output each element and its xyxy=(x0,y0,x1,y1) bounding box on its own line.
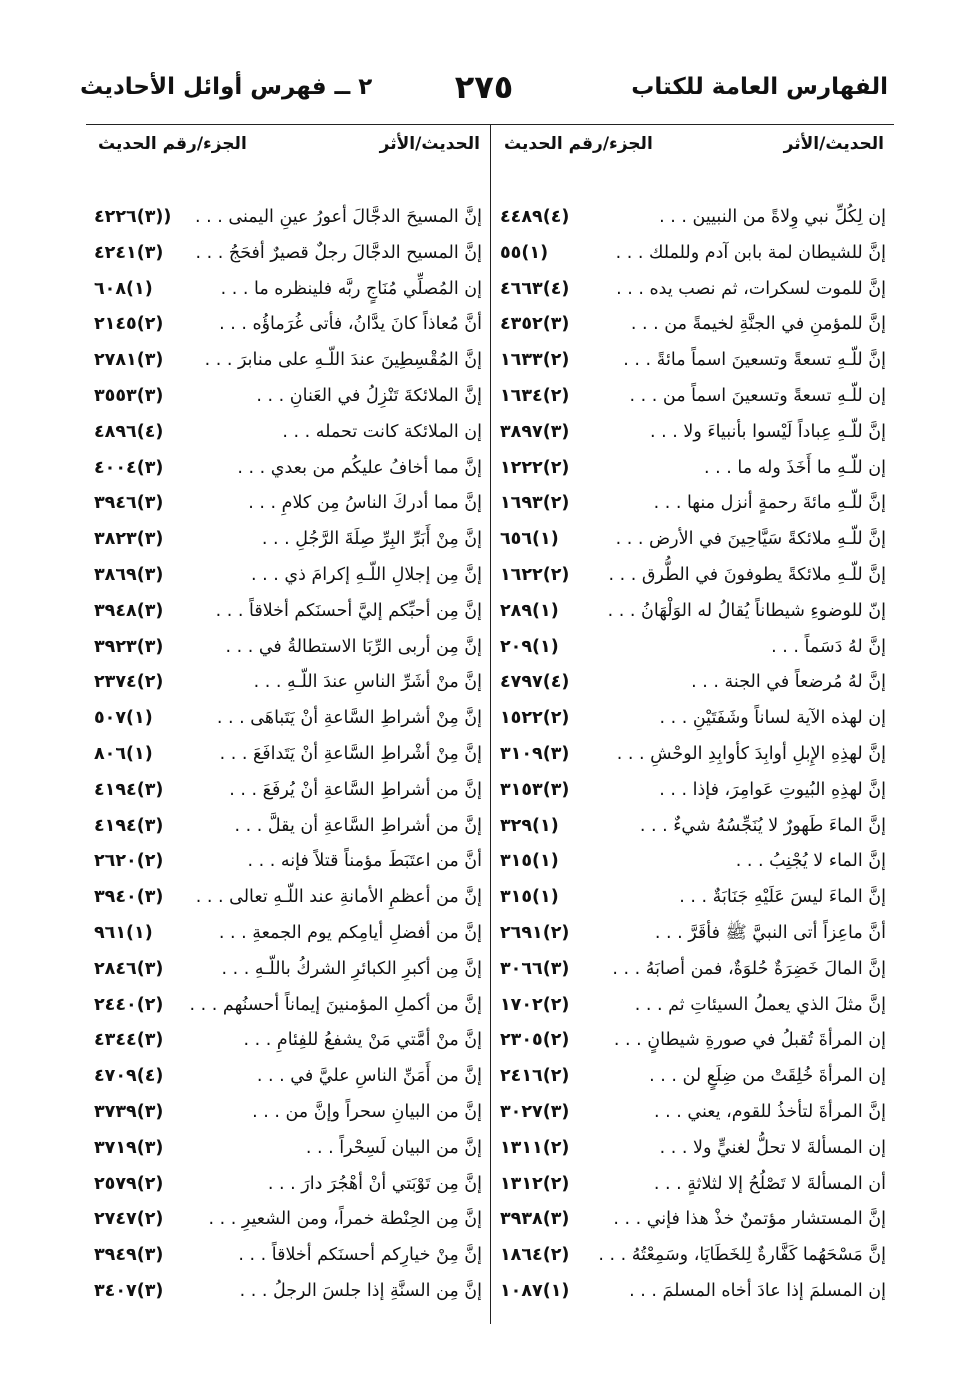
volume-hadith-reference: (٣)٤١٩٤ xyxy=(94,815,164,836)
volume-hadith-reference: ((٣)٤٢٢٦ xyxy=(94,207,172,227)
volume-hadith-reference: (٢)١٢٢٢ xyxy=(500,457,570,478)
volume-hadith-reference: (٢)١٦٢٢ xyxy=(500,564,570,585)
index-entry xyxy=(88,632,486,668)
volume-hadith-reference: (٣)٣٩٤٨ xyxy=(94,600,164,621)
hadith-opening-text: إنَّ لهذِهِ البُيوتِ عَوامِرَ، فإذا . . . xyxy=(659,779,886,800)
volume-hadith-reference: (٢)١٣١٢ xyxy=(500,1173,570,1194)
index-entry xyxy=(494,309,890,345)
hadith-opening-text: إنَّ من أشراطِ السَّاعةِ أن يقلَّ . . . xyxy=(234,815,482,836)
volume-hadith-reference: (٢)٢٧٤٧ xyxy=(94,1209,164,1230)
volume-hadith-reference: (٣)٤١٩٤ xyxy=(94,779,164,800)
volume-hadith-reference: (٣)٣٩٤٩ xyxy=(94,1245,164,1266)
index-entry xyxy=(88,274,486,310)
hadith-opening-text: إنَّ المُقْسِطِينَ عندَ اللّـهِ على منابرَ . . . xyxy=(204,350,482,371)
volume-hadith-reference: (٢)١٥٢٢ xyxy=(500,708,570,729)
volume-hadith-reference: (٣)٣٠٢٧ xyxy=(500,1101,570,1122)
index-entries xyxy=(88,202,486,1312)
hadith-opening-text: إنَّ مِنْ أَبَرِّ البِرِّ صِلَةَ الرَّجُلِ . . . xyxy=(261,529,482,550)
volume-hadith-reference: (٢)١٧٠٢ xyxy=(500,994,570,1015)
index-entry xyxy=(88,667,486,703)
index-entry xyxy=(88,1276,486,1312)
volume-hadith-reference: (٣)٤٢٤١ xyxy=(94,242,164,263)
index-entry xyxy=(494,1133,890,1169)
hadith-opening-text: أن المسألةَ لا تَصْلُحُ إلا لثلاثةٍ . . . xyxy=(653,1173,886,1194)
hadith-opening-text: إنَّ مِن السنَّةِ إذا جلسَ الرجلُ . . . xyxy=(239,1280,482,1301)
volume-hadith-reference: (٢)٢٦٢٠ xyxy=(94,851,164,872)
index-entries xyxy=(494,202,890,1312)
index-entry xyxy=(88,381,486,417)
hadith-opening-text: إنَّ للمؤمنِ في الجنَّةِ لخيمةً من . . . xyxy=(630,314,886,335)
hadith-opening-text: إن الملائكة كانت تحمله . . . xyxy=(282,421,482,442)
hadith-opening-text: إنَّ مِن أحبِّكم إليَّ أحسنَكم أخلاقاً . . . xyxy=(215,600,482,621)
volume-hadith-reference: (٤)٤٧٠٩ xyxy=(94,1066,164,1087)
index-entry xyxy=(88,417,486,453)
hadith-opening-text: إنّ للوضوءِ شيطاناً يُقالُ له الوَلْهَانُ . . . xyxy=(607,600,886,621)
index-entry xyxy=(494,274,890,310)
volume-hadith-reference: (٣)٣٥٥٣ xyxy=(94,385,164,406)
reference-column-heading: الجزء/رقم الحديث xyxy=(504,134,653,154)
hadith-opening-text: إن المسلمَ إذا عادَ أخاه المسلمَ . . . xyxy=(629,1280,886,1301)
index-entry xyxy=(494,1276,890,1312)
hadith-opening-text: إنَّ للشيطان لمة بابن آدم وللملك . . . xyxy=(615,242,886,263)
volume-hadith-reference: (١)١٠٨٧ xyxy=(500,1280,570,1301)
volume-hadith-reference: (١)٥٠٧ xyxy=(94,708,153,729)
hadith-opening-text: إنَّ المرأةَ لتأخذُ للقوم، يعني . . . xyxy=(654,1101,886,1122)
volume-hadith-reference: (٢)١٦٣٤ xyxy=(500,385,570,406)
index-entry xyxy=(88,1204,486,1240)
volume-hadith-reference: (٣)٣٨٢٣ xyxy=(94,529,164,550)
index-entry xyxy=(88,1061,486,1097)
volume-hadith-reference: (٣)٣٤٠٧ xyxy=(94,1280,164,1301)
page-header xyxy=(80,68,888,112)
volume-hadith-reference: (٣)٣٨٦٩ xyxy=(94,564,164,585)
hadith-opening-text: إنَّ منْ أشَرِّ الناسِ عندَ اللّـهِ . . . xyxy=(253,672,482,693)
volume-hadith-reference: (١)٥٥ xyxy=(500,242,549,263)
hadith-opening-text: إنَّ للّـهِ ملائكةً سَيَّاحِينَ في الأرض . . . xyxy=(615,529,886,550)
volume-hadith-reference: (٣)٤٠٠٤ xyxy=(94,457,164,478)
index-entry xyxy=(88,1240,486,1276)
index-entry xyxy=(88,1025,486,1061)
volume-hadith-reference: (٣)٣٩٤٠ xyxy=(94,887,164,908)
volume-hadith-reference: (٣)٣١٠٩ xyxy=(500,743,570,764)
index-entry xyxy=(88,488,486,524)
section-title: ٢ ــ فهرس أوائل الأحاديث xyxy=(80,74,373,100)
index-entry xyxy=(494,954,890,990)
index-entry xyxy=(88,775,486,811)
hadith-opening-text: إن المسألةَ لا تحلُّ لغنيٍّ ولا . . . xyxy=(659,1137,886,1158)
index-entry xyxy=(88,811,486,847)
column-header xyxy=(88,134,486,160)
hadith-opening-text: إنَّ الملائكةَ تَنْزِلُ في العَنانِ . . . xyxy=(256,385,482,406)
index-entry xyxy=(494,811,890,847)
page-number: ٢٧٥ xyxy=(454,68,514,106)
volume-hadith-reference: (٤)٤٧٩٧ xyxy=(500,672,570,693)
hadith-opening-text: إنَّ للّـهِ تسعةً وتسعينَ اسماً مائةً . . . xyxy=(623,350,886,371)
volume-hadith-reference: (١)٨٠٦ xyxy=(94,743,153,764)
index-entry xyxy=(494,632,890,668)
index-entry xyxy=(494,1204,890,1240)
hadith-opening-text: إنَّ مَسْحَهُما كَفَّارةٌ لِلخَطَايَا، وسَمِعْتُهُ . . . xyxy=(598,1245,886,1266)
hadith-opening-text: إنَّ من أعظمِ الأمانةِ عند اللّـهِ تعالى . . . xyxy=(195,887,482,908)
index-entry xyxy=(88,453,486,489)
index-entry xyxy=(88,954,486,990)
volume-hadith-reference: (٣)٣٧٣٩ xyxy=(94,1101,164,1122)
volume-hadith-reference: (٤)٤٨٩٦ xyxy=(94,421,164,442)
volume-hadith-reference: (٣)٣٩٤٦ xyxy=(94,493,164,514)
hadith-opening-text: إنَّ منْ أمَّتي مَنْ يشفعُ للفِئامِ . . . xyxy=(243,1030,482,1051)
hadith-opening-text: إنَّ لهُ دَسَماً . . . xyxy=(771,636,886,657)
index-entry xyxy=(494,1061,890,1097)
volume-hadith-reference: (٢)٢٥٧٩ xyxy=(94,1173,164,1194)
index-entry xyxy=(88,309,486,345)
index-entry xyxy=(494,918,890,954)
hadith-opening-text: إنَّ للّـهِ ملائكةً يطوفونَ في الطُّرق . . . xyxy=(608,564,886,585)
volume-hadith-reference: (٢)٢٤١٦ xyxy=(500,1066,570,1087)
index-entry xyxy=(88,1133,486,1169)
volume-hadith-reference: (١)٦٠٨ xyxy=(94,278,153,299)
hadith-opening-text: إنَّ للموت لسكرات، ثم نصب يده . . . xyxy=(616,278,886,299)
hadith-opening-text: إنَّ من البيان لَسِحْراً . . . xyxy=(305,1137,482,1158)
volume-hadith-reference: (٢)١٦٣٣ xyxy=(500,350,570,371)
volume-hadith-reference: (٣)٣٧١٩ xyxy=(94,1137,164,1158)
index-entry xyxy=(494,882,890,918)
index-entry xyxy=(88,1169,486,1205)
hadith-opening-text: إنَّ المسيحَ الدجَّالَ أعورُ عينِ اليمنى . . . xyxy=(195,207,482,227)
index-entry xyxy=(494,560,890,596)
volume-hadith-reference: (٢)١٣١١ xyxy=(500,1137,570,1158)
index-entry xyxy=(494,703,890,739)
index-entry xyxy=(494,667,890,703)
volume-hadith-reference: (٣)٢٧٨١ xyxy=(94,350,164,371)
hadith-opening-text: إنَّ مِن إجلالِ اللّـهِ إكرامَ ذي . . . xyxy=(251,564,482,585)
volume-hadith-reference: (٣)٣٨٩٧ xyxy=(500,421,570,442)
hadith-opening-text: إن للّـهِ ما أَخَذَ وله ما . . . xyxy=(704,457,886,478)
hadith-opening-text: إنَّ الماءَ طَهورٌ لا يُنَجِّسُهُ شيءٌ . . . xyxy=(639,815,886,836)
volume-hadith-reference: (٢)٢٤٤٠ xyxy=(94,994,164,1015)
volume-hadith-reference: (٢)٢٣٠٥ xyxy=(500,1030,570,1051)
hadith-opening-text: إن لهذه الآية لساناً وشَفَتَيْنِ . . . xyxy=(659,708,886,729)
index-entry xyxy=(494,524,890,560)
hadith-opening-text: إنَّ من البيانِ سحراً وإنَّ من . . . xyxy=(252,1101,482,1122)
index-entry xyxy=(88,990,486,1026)
hadith-opening-text: إنَّ مِنْ أشْراطِ السَّاعةِ أنْ يَتَدافَعَ . . . xyxy=(219,743,482,764)
hadith-opening-text: إنَّ مثلَ الذي يعملُ السيئاتِ ثم . . . xyxy=(634,994,886,1015)
hadith-opening-text: إنَّ مِن أربى الرِّبَا الاستطالةُ في . . . xyxy=(225,636,482,657)
volume-hadith-reference: (٣)٢٨٤٦ xyxy=(94,958,164,979)
column-header xyxy=(494,134,890,160)
index-entry xyxy=(494,381,890,417)
hadith-opening-text: إن المرأةَ خُلِقَتْ من ضِلَعٍ لن . . . xyxy=(649,1066,886,1087)
volume-hadith-reference: (٣)٣٠٦٦ xyxy=(500,958,570,979)
index-entry xyxy=(88,739,486,775)
index-entry xyxy=(494,1240,890,1276)
volume-hadith-reference: (١)٢٠٩ xyxy=(500,636,559,657)
volume-hadith-reference: (١)٣٢٩ xyxy=(500,815,559,836)
hadith-opening-text: إنَّ لهذِهِ الإِبلِ أوابِدَ كأوابِدِ الوحْشِ . . . xyxy=(616,743,886,764)
volume-hadith-reference: (٢)٢٦٩١ xyxy=(500,922,570,943)
hadith-opening-text: إنَّ مما أخافُ عليكُم من بعدي . . . xyxy=(237,457,482,478)
column-divider xyxy=(490,124,491,1324)
volume-hadith-reference: (٢)٢١٤٥ xyxy=(94,314,164,335)
hadith-opening-text: إن للّـهِ تسعةً وتسعينَ اسماً من . . . xyxy=(629,385,886,406)
index-entry xyxy=(494,202,890,238)
hadith-opening-text: إن لِكُلِّ نبي وِلاةً من النبيين . . . xyxy=(659,207,886,227)
index-entry xyxy=(494,238,890,274)
hadith-opening-text: إنَّ المسيح الدجَّالَ رجلٌ قصيرٌ أفحَجُ . . . xyxy=(195,242,482,263)
hadith-opening-text: إنَّ من أشراطِ السَّاعةِ أنْ يُرفَعَ . . . xyxy=(229,779,482,800)
volume-hadith-reference: (١)٣١٥ xyxy=(500,887,559,908)
index-entry xyxy=(494,739,890,775)
index-entry xyxy=(494,488,890,524)
volume-hadith-reference: (٣)٤٣٥٢ xyxy=(500,314,570,335)
hadith-opening-text: إنَّ لهُ مُرضعاً في الجنة . . . xyxy=(691,672,886,693)
volume-hadith-reference: (٣)٣٩٢٣ xyxy=(94,636,164,657)
index-entry xyxy=(88,238,486,274)
hadith-opening-text: إن المرأةَ تُقبلُ في صورةِ شيطانٍ . . . xyxy=(613,1030,886,1051)
index-entry xyxy=(88,202,486,238)
volume-hadith-reference: (١)٣١٥ xyxy=(500,851,559,872)
hadith-opening-text: إنَّ الماءَ ليسَ عَلَيْهِ جَنَابَةٌ . . . xyxy=(679,887,886,908)
volume-hadith-reference: (١)٩٦١ xyxy=(94,922,153,943)
index-entry xyxy=(494,990,890,1026)
index-entry xyxy=(88,1097,486,1133)
index-entry xyxy=(88,882,486,918)
index-entry xyxy=(494,1169,890,1205)
hadith-opening-text: إنَّ مِن الحِنْطة خمراً، ومن الشعيرِ . . . xyxy=(208,1209,482,1230)
hadith-column-heading: الحديث/الأثر xyxy=(379,134,480,154)
index-entry xyxy=(494,345,890,381)
volume-hadith-reference: (٤)٤٤٨٩ xyxy=(500,207,570,227)
volume-hadith-reference: (٢)١٨٦٤ xyxy=(500,1245,570,1266)
index-entry xyxy=(88,596,486,632)
index-entry xyxy=(494,1097,890,1133)
index-entry xyxy=(494,846,890,882)
index-entry xyxy=(494,417,890,453)
hadith-opening-text: إن المُصلِّي مُنَاجٍ ربَّه فلينظره ما . . . xyxy=(220,278,482,299)
index-entry xyxy=(88,345,486,381)
volume-hadith-reference: (٢)١٦٩٣ xyxy=(500,493,570,514)
volume-hadith-reference: (٣)٣٩٣٨ xyxy=(500,1209,570,1230)
hadith-opening-text: إنَّ الماء لا يُجْنِبُ . . . xyxy=(735,851,886,872)
hadith-opening-text: إنَّ من أفضلِ أيامِكم يوم الجمعةِ . . . xyxy=(218,922,482,943)
hadith-column-heading: الحديث/الأثر xyxy=(783,134,884,154)
hadith-opening-text: إنَّ المستشار مؤتمنٌ خذْ هذا فإني . . . xyxy=(613,1209,886,1230)
index-entry xyxy=(494,1025,890,1061)
volume-hadith-reference: (٣)٣١٥٣ xyxy=(500,779,570,800)
hadith-opening-text: أنَّ من اعتَبَطَ مؤمناً قتلاً فإنه . . . xyxy=(247,851,482,872)
hadith-opening-text: إنَّ مِنْ أشراطِ السَّاعةِ أنْ يَتَباهَى . . . xyxy=(216,708,482,729)
hadith-opening-text: أنَّ مُعاذاً كانَ يدَّانُ، فأتى غُرَماؤُه . . . xyxy=(219,314,482,335)
volume-hadith-reference: (٣)٤٣٤٤ xyxy=(94,1030,164,1051)
index-entry xyxy=(88,560,486,596)
index-column-left xyxy=(88,124,486,1324)
hadith-opening-text: إنَّ المالَ خَضِرَةٌ حُلوَةٌ، فمن أصابَهُ . . . xyxy=(612,958,886,979)
hadith-opening-text: إنَّ مِن تَوْبَتي أنْ أهْجُرَ دارَ . . . xyxy=(267,1173,482,1194)
index-entry xyxy=(88,918,486,954)
hadith-opening-text: إنَّ مِن أكبرِ الكبائرِ الشركُ باللّـهِ . . . xyxy=(221,958,482,979)
volume-hadith-reference: (١)٢٨٩ xyxy=(500,600,559,621)
index-entry xyxy=(88,524,486,560)
index-entry xyxy=(494,453,890,489)
hadith-opening-text: إنَّ للّـهِ مائةَ رحمةٍ أنزل منها . . . xyxy=(653,493,886,514)
reference-column-heading: الجزء/رقم الحديث xyxy=(98,134,247,154)
index-entry xyxy=(494,596,890,632)
hadith-opening-text: إنَّ من أكملِ المؤمنينَ إيماناً أحسنُهم . . . xyxy=(189,994,482,1015)
index-entry xyxy=(88,846,486,882)
hadith-opening-text: إنَّ للّـهِ عِباداً لَيْسوا بأنبياءَ ولا . . . xyxy=(649,421,886,442)
hadith-opening-text: إنَّ مِنْ خيارِكم أحسنَكم أخلاقاً . . . xyxy=(238,1245,482,1266)
hadith-opening-text: أنَّ ماعِزاً أتى النبيَّ ﷺ فأقَرَّ . . . xyxy=(654,922,886,943)
hadith-opening-text: إنَّ مما أدركَ الناسُ مِن كلامِ . . . xyxy=(248,493,482,514)
running-title: الفهارس العامة للكتاب xyxy=(631,74,888,100)
volume-hadith-reference: (٤)٤٦٦٣ xyxy=(500,278,570,299)
index-column-right xyxy=(494,124,890,1324)
volume-hadith-reference: (١)٦٥٦ xyxy=(500,529,559,550)
index-entry xyxy=(88,703,486,739)
index-entry xyxy=(494,775,890,811)
hadith-opening-text: إنَّ من أَمَنِّ الناسِ عليَّ في . . . xyxy=(256,1066,482,1087)
volume-hadith-reference: (٢)٢٣٧٤ xyxy=(94,672,164,693)
